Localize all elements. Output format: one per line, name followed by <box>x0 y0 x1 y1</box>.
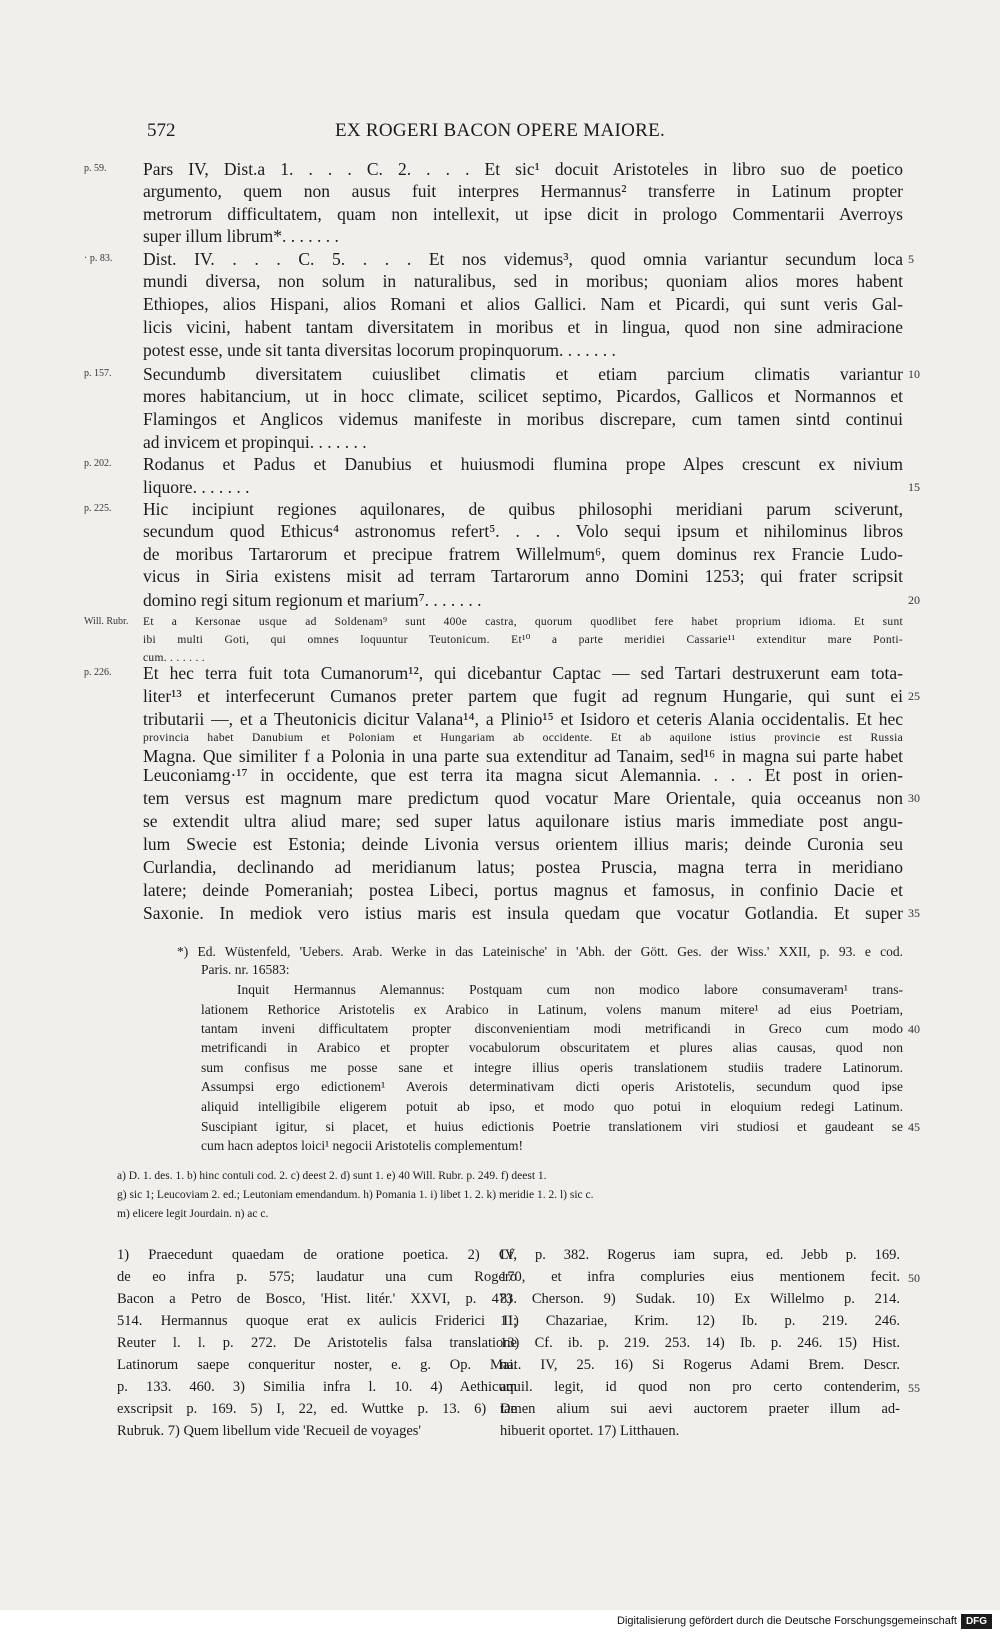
line-text: metrorum difficultatem, quam non intellexit, ut ipse dicit in prologo Commentarii Averroys <box>143 204 903 224</box>
line-text: Rodanus et Padus et Danubius et huiusmodi flumina prope Alpes crescunt ex nivium <box>143 454 903 474</box>
text-line <box>0 363 1000 387</box>
line-text: Secundumb diversitatem cuiuslibet climatis et etiam parcium climatis variantur <box>143 364 903 384</box>
line-text: super illum librum*. . . . . . . <box>143 226 339 246</box>
text-line <box>0 203 1000 227</box>
note-line-left: Bacon a Petro de Bosco, 'Hist. litér.' XXVI, p. 473. <box>117 1291 517 1307</box>
footnote-text: lationem Rethorice Aristotelis ex Arabico in Latinum, volens manum mitere¹ ad eius Poetriam, <box>201 1002 903 1017</box>
text-line <box>0 158 1000 182</box>
margin-reference: p. 59. <box>84 163 107 174</box>
text-line <box>0 856 1000 880</box>
line-number: 35 <box>908 906 920 920</box>
line-text: liter¹³ et interfecerunt Cumanos preter partem que fugit ad regnum Hungarie, qui sunt ei <box>143 686 903 706</box>
text-line <box>0 453 1000 477</box>
footnote-line <box>0 1097 1000 1117</box>
footer-credit: Digitalisierung gefördert durch die Deutsche Forschungsgemeinschaft <box>617 1615 957 1627</box>
text-line <box>0 431 1000 455</box>
line-text: Pars IV, Dist.a 1. . . . C. 2. . . . Et sic¹ docuit Aristoteles in libro suo de poetico <box>143 159 903 179</box>
text-line <box>0 810 1000 834</box>
line-text: domino regi situm regionum et marium⁷. . . . . . . <box>143 590 482 610</box>
footnote-line <box>0 980 1000 1000</box>
note-line-left: 514. Hermannus quoque erat ex aulicis Friderici II; <box>117 1313 517 1329</box>
line-text: Magna. Que similiter f a Polonia in una parte sua extenditur ad Tanaim, sed¹⁶ in magna sui parte habet <box>143 746 903 766</box>
footnote-text: metrificandi in Arabico et propter vocabulorum obscuritatem et plures alias causas, quod non <box>201 1040 903 1055</box>
line-number: 20 <box>908 593 920 607</box>
text-line <box>0 498 1000 522</box>
footnote-text: *) Ed. Wüstenfeld, 'Uebers. Arab. Werke in das Lateinische' in 'Abh. der Gött. Ges. der Wiss.' XXII, p. 93. e cod. <box>177 944 903 959</box>
note-line-left: exscripsit p. 169. 5) I, 22, ed. Wuttke p. 13. 6) De <box>117 1401 517 1417</box>
line-text: argumento, quem non ausus fuit interpres Hermannus² transferre in Latinum propter <box>143 181 903 201</box>
note-line-right: 170, et infra compluries eius mentionem fecit. <box>500 1269 900 1285</box>
note-line-right: 11) Chazariae, Krim. 12) Ib. p. 219. 246. <box>500 1313 900 1329</box>
apparatus-line: m) elicere legit Jourdain. n) ac c. <box>117 1208 269 1220</box>
margin-reference: p. 157. <box>84 368 112 379</box>
line-text: mores habitancium, ut in hocc climate, scilicet septimo, Picardos, Gallicos et Normannos et <box>143 386 903 406</box>
text-line <box>0 879 1000 903</box>
note-line-right: tamen alium sui aevi auctorem praeter illum ad- <box>500 1401 900 1417</box>
line-text: potest esse, unde sit tanta diversitas locorum propinquorum. . . . . . . <box>143 340 616 360</box>
text-line <box>0 565 1000 589</box>
note-line-left: Rubruk. 7) Quem libellum vide 'Recueil de voyages' <box>117 1423 422 1439</box>
line-text: Saxonie. In mediok vero istius maris est insula quedam que vocatur Gotlandia. Et super <box>143 903 903 923</box>
line-text: Leuconiamg·¹⁷ in occidente, que est terra ita magna sicut Alemannia. . . . Et post in orien- <box>143 765 903 785</box>
line-number: 50 <box>908 1271 920 1285</box>
footnote-line <box>0 1038 1000 1058</box>
dfg-logo-icon: DFG <box>961 1614 992 1629</box>
line-number: 45 <box>908 1120 920 1134</box>
margin-reference: p. 225. <box>84 503 112 514</box>
line-text: Hic incipiunt regiones aquilonares, de quibus philosophi meridiani parum sciverunt, <box>143 499 903 519</box>
note-line-left: p. 133. 460. 3) Similia infra l. 10. 4) Aethicum <box>117 1379 517 1395</box>
text-line <box>0 476 1000 500</box>
line-text: mundi diversa, non solum in naturalibus, sed in moribus; quoniam alios mores habent <box>143 271 903 291</box>
text-line <box>0 385 1000 409</box>
footnote-line <box>0 1019 1000 1039</box>
footnote-text: Inquit Hermannus Alemannus: Postquam cum non modico labore consumaveram¹ trans- <box>237 982 903 997</box>
text-line <box>0 902 1000 926</box>
footnote-line <box>0 1058 1000 1078</box>
footnote-line <box>0 1077 1000 1097</box>
text-line <box>0 339 1000 363</box>
text-line <box>0 248 1000 272</box>
footnote-line <box>0 1136 1000 1156</box>
note-line-right: 13) Cf. ib. p. 219. 253. 14) Ib. p. 246. 15) Hist. <box>500 1335 900 1351</box>
line-text: Ethiopes, alios Hispani, alios Romani et alios Gallici. Nam et Picardi, qui sunt veris Gal- <box>143 294 903 314</box>
line-text: Et a Kersonae usque ad Soldenam⁹ sunt 400e castra, quorum quodlibet fere habet proprium idioma. Et sunt <box>143 616 903 628</box>
footnote-text: sum confisus me posse sane et integre illius operis translationem studiis tradere Latinorum. <box>201 1060 903 1075</box>
footnote-text: Assumpsi ergo edictionem¹ Averois determinativam dicti operis Aristotelis, secundum quod ipse <box>201 1079 903 1094</box>
line-text: ibi multi Goti, qui omnes loquuntur Teutonicum. Et¹⁰ a parte meridiei Cassarie¹¹ extenditur mare Ponti- <box>143 634 903 646</box>
text-line <box>0 180 1000 204</box>
text-line <box>0 662 1000 686</box>
apparatus-line: a) D. 1. des. 1. b) hinc contuli cod. 2. c) deest 2. d) sunt 1. e) 40 Will. Rubr. p. 249. f) deest 1. <box>117 1170 547 1182</box>
apparatus-line: g) sic 1; Leucoviam 2. ed.; Leutoniam emendandum. h) Pomania 1. i) libet 1. 2. k) meridie 1. 2. l) sic c. <box>117 1189 594 1201</box>
note-line-right: IV, p. 382. Rogerus iam supra, ed. Jebb p. 169. <box>500 1247 900 1263</box>
running-title: EX ROGERI BACON OPERE MAIORE. <box>334 120 666 141</box>
line-text: latere; deinde Pomeraniah; postea Libeci, portus magnus et famosus, in confinio Dacie et <box>143 880 903 900</box>
line-text: vicus in Siria existens misit ad terram Tartarorum anno Domini 1253; qui frater scripsit <box>143 566 903 586</box>
line-text: provincia habet Danubium et Poloniam et Hungariam ab occidente. Et ab aquilone istius provincie est Russia <box>143 732 903 744</box>
line-text: cum. . . . . . . <box>143 652 205 664</box>
footnote-line <box>0 942 1000 962</box>
note-line-left: 1) Praecedunt quaedam de oratione poetica. 2) Cf. <box>117 1247 517 1263</box>
note-line-left: Reuter l. l. p. 272. De Aristotelis falsa translatione <box>117 1335 517 1351</box>
margin-reference: p. 226. <box>84 667 112 678</box>
line-text: Dist. IV. . . . C. 5. . . . Et nos videmus³, quod omnia variantur secundum loca <box>143 249 903 269</box>
text-line <box>0 520 1000 544</box>
page-number: 572 <box>147 120 176 141</box>
line-text: Curlandia, declinando ad meridianum latus; postea Pruscia, magna terra in meridiano <box>143 857 903 877</box>
note-line-right: hibuerit oportet. 17) Litthauen. <box>500 1423 680 1439</box>
text-line <box>0 293 1000 317</box>
line-number: 10 <box>908 367 920 381</box>
line-text: Flamingos et Anglicos videmus manifeste in moribus discrepare, cum tamen sintd continui <box>143 409 903 429</box>
text-line <box>0 225 1000 249</box>
text-line <box>0 787 1000 811</box>
margin-reference: · p. 83. <box>84 253 113 264</box>
line-number: 30 <box>908 791 920 805</box>
text-line <box>0 316 1000 340</box>
text-line <box>0 408 1000 432</box>
text-line <box>0 764 1000 788</box>
text-line <box>0 833 1000 857</box>
note-line-left: de eo infra p. 575; laudatur una cum Rogero <box>117 1269 517 1285</box>
footnote-text: tantam inveni difficultatem propter disconvenientiam modi metrificandi in Greco cum modo <box>201 1021 903 1036</box>
margin-reference: Will. Rubr. <box>84 616 129 627</box>
line-number: 40 <box>908 1022 920 1036</box>
line-number: 55 <box>908 1381 920 1395</box>
digitization-footer <box>0 1610 1000 1635</box>
text-line <box>0 589 1000 613</box>
text-line <box>0 685 1000 709</box>
footnote-line <box>0 1000 1000 1020</box>
note-line-right: nat. IV, 25. 16) Si Rogerus Adami Brem. Descr. <box>500 1357 900 1373</box>
note-line-left: Latinorum saepe conqueritur noster, e. g. Op. Mai. <box>117 1357 517 1373</box>
margin-reference: p. 202. <box>84 458 112 469</box>
line-text: secundum quod Ethicus⁴ astronomus refert⁵. . . . Volo sequi ipsum et nihilominus libros <box>143 521 903 541</box>
footnote-text: Paris. nr. 16583: <box>201 962 290 977</box>
footnote-line <box>0 1117 1000 1137</box>
line-text: ad invicem et propinqui. . . . . . . <box>143 432 367 452</box>
footnote-text: Suscipiant igitur, si placet, et huius edictionis Poetrie translationem viri studiosi et gaudeant se <box>201 1119 903 1134</box>
line-text: liquore. . . . . . . <box>143 477 250 497</box>
footnote-line <box>0 960 1000 980</box>
line-text: de moribus Tartarorum et precipue fratrem Willelmum⁶, quem dominus rex Francie Ludo- <box>143 544 903 564</box>
line-text: tributarii —, et a Theutonicis dicitur Valana¹⁴, a Plinio¹⁵ et Isidoro et ceteris Alania occidentalis. Et hec <box>143 709 903 729</box>
note-line-right: 8) Cherson. 9) Sudak. 10) Ex Willelmo p. 214. <box>500 1291 900 1307</box>
line-text: tem versus est magnum mare predictum quod vocatur Mare Orientale, quia occeanus non <box>143 788 903 808</box>
line-number: 15 <box>908 480 920 494</box>
line-number: 25 <box>908 689 920 703</box>
text-line <box>0 270 1000 294</box>
line-text: Et hec terra fuit tota Cumanorum¹², qui dicebantur Captac — sed Tartari destruxerunt eam tota- <box>143 663 903 683</box>
footnote-text: cum hacn adeptos loici¹ negocii Aristotelis complementum! <box>201 1138 523 1153</box>
line-text: licis vicini, habent tantam diversitatem in moribus et in lingua, quod non sine admiracione <box>143 317 903 337</box>
page-header <box>0 120 1000 150</box>
line-text: se extendit ultra aliud mare; sed super latus aquilonare istius maris immediate post angu- <box>143 811 903 831</box>
line-number: 5 <box>908 252 914 266</box>
note-line-right: aquil. legit, id quod non pro certo contenderim, <box>500 1379 900 1395</box>
line-text: lum Swecie est Estonia; deinde Livonia versus orientem illius maris; deinde Curonia seu <box>143 834 903 854</box>
text-line <box>0 543 1000 567</box>
footnote-text: aliquid intelligibile eligerem potuit ab ipso, et modo quo potui in eloquium redegi Latinum. <box>201 1099 903 1114</box>
